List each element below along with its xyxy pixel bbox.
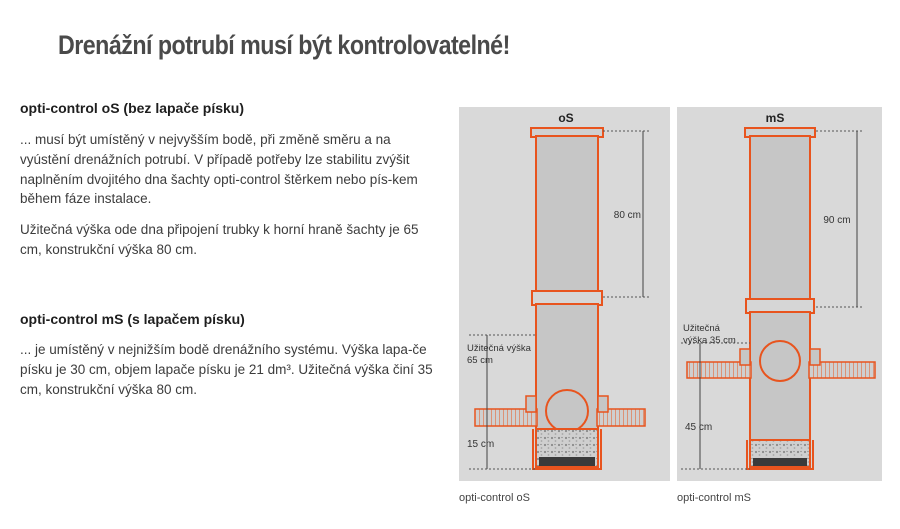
shaft-upper [536, 136, 598, 296]
diagram-label-os: oS [558, 111, 574, 125]
figure-os [459, 107, 670, 481]
section-heading-os: opti-control oS (bez lapače písku) [20, 100, 245, 116]
dim-label-useful-2: výška 35 cm [683, 335, 736, 346]
shaft-upper [750, 136, 810, 304]
dim-label-useful-1: Užitečná [683, 323, 720, 334]
base-plate [753, 458, 807, 466]
nozzle-left [526, 396, 536, 412]
section-os-paragraph-1: ... musí být umístěný v nejvyšším bodě, při změně směru a na vyústění drenážních potrubí. V případě potřeby lze stabilitu zvýšit naplněním dvojitého dna šachty opti-control štěrkem nebo pís-kem během fáze instalace. [20, 132, 418, 207]
dim-label-total: 90 cm [823, 215, 851, 226]
nozzle-left [740, 349, 750, 365]
pipe-opening-front [760, 341, 800, 381]
caption-ms: opti-control mS [677, 492, 751, 504]
shaft-coupling [532, 291, 602, 305]
diagram-os [459, 107, 670, 481]
dim-label-useful-1: Užitečná výška [467, 343, 531, 354]
section-ms-paragraph-1: ... je umístěný v nejnižším bodě drenážního systému. Výška lapa-če písku je 30 cm, objem lapače písku je 21 dm³. Užitečná výška činí 35 cm, konstrukční výška 80 cm. [20, 342, 433, 397]
figure-ms [677, 107, 882, 481]
page-title: Drenážní potrubí musí být kontrolovatelné! [58, 30, 510, 60]
dim-label-total: 80 cm [613, 210, 641, 221]
dim-label-bottom: 15 cm [467, 439, 495, 450]
shaft-coupling [746, 299, 814, 313]
section-heading-ms: opti-control mS (s lapačem písku) [20, 311, 245, 327]
diagram-label-ms: mS [765, 111, 785, 125]
section-os-paragraph-2: Užitečná výška ode dna připojení trubky k horní hraně šachty je 65 cm, konstrukční výška 80 cm. [20, 222, 419, 257]
dim-label-bottom: 45 cm [685, 422, 713, 433]
diagram-ms [677, 107, 882, 481]
pipe-opening-front [546, 390, 588, 432]
caption-os: opti-control oS [459, 492, 530, 504]
nozzle-right [810, 349, 820, 365]
base-plate [539, 457, 595, 466]
nozzle-right [598, 396, 608, 412]
dim-label-useful-2: 65 cm [467, 355, 493, 366]
